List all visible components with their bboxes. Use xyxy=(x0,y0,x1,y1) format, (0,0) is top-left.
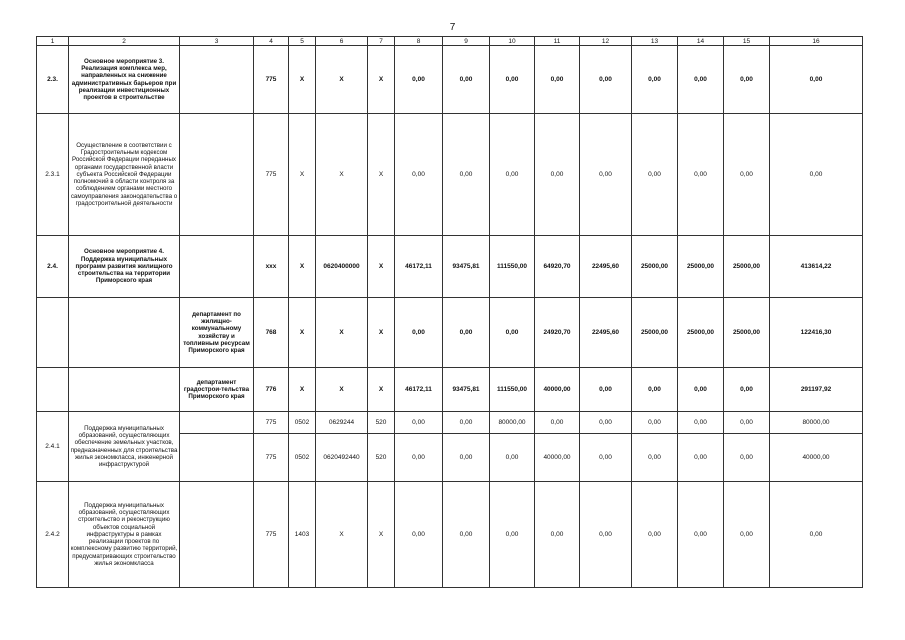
cell-col-8: 46172,11 xyxy=(395,368,443,412)
cell-col-9: 93475,81 xyxy=(443,236,490,298)
cell-col-11: 0,00 xyxy=(535,46,580,114)
cell-col-15: 0,00 xyxy=(724,412,770,434)
cell-col-7: Х xyxy=(368,482,395,588)
cell-col-12: 0,00 xyxy=(580,412,632,434)
cell-col-3 xyxy=(180,412,254,434)
cell-col-10: 0,00 xyxy=(490,46,535,114)
cell-col-15: 0,00 xyxy=(724,368,770,412)
cell-col-14: 25000,00 xyxy=(678,298,724,368)
cell-col-6: 0620492440 xyxy=(316,434,368,482)
cell-col-5: 1403 xyxy=(289,482,316,588)
cell-col-11: 40000,00 xyxy=(535,368,580,412)
cell-col-8: 0,00 xyxy=(395,46,443,114)
row-2-4-dept-768 xyxy=(37,298,863,368)
cell-col-6: 0629244 xyxy=(316,412,368,434)
cell-col-7: Х xyxy=(368,46,395,114)
cell-col-3 xyxy=(180,482,254,588)
cell-col-9: 0,00 xyxy=(443,298,490,368)
cell-col-15: 25000,00 xyxy=(724,236,770,298)
cell-col-15: 0,00 xyxy=(724,114,770,236)
cell-col-9: 0,00 xyxy=(443,482,490,588)
cell-col-7: Х xyxy=(368,236,395,298)
cell-col-14: 0,00 xyxy=(678,412,724,434)
cell-col-9: 0,00 xyxy=(443,114,490,236)
cell-col-11: 64920,70 xyxy=(535,236,580,298)
cell-col-4: 775 xyxy=(254,412,289,434)
cell-col-1: 2.4.1 xyxy=(37,412,69,482)
cell-col-16: 0,00 xyxy=(770,46,863,114)
cell-col-1: 2.4.2 xyxy=(37,482,69,588)
cell-col-4: 775 xyxy=(254,46,289,114)
cell-col-9: 0,00 xyxy=(443,46,490,114)
cell-col-7: 520 xyxy=(368,434,395,482)
cell-col-7: Х xyxy=(368,298,395,368)
cell-col-5: Х xyxy=(289,236,316,298)
column-header-11: 11 xyxy=(535,37,580,46)
cell-col-15: 0,00 xyxy=(724,46,770,114)
cell-col-13: 0,00 xyxy=(632,114,678,236)
cell-col-3 xyxy=(180,434,254,482)
column-header-6: 6 xyxy=(316,37,368,46)
column-header-4: 4 xyxy=(254,37,289,46)
cell-col-9: 0,00 xyxy=(443,412,490,434)
cell-col-1: 2.3. xyxy=(37,46,69,114)
column-header-3: 3 xyxy=(180,37,254,46)
column-header-15: 15 xyxy=(724,37,770,46)
cell-col-14: 25000,00 xyxy=(678,236,724,298)
cell-col-1 xyxy=(37,368,69,412)
cell-col-10: 0,00 xyxy=(490,434,535,482)
cell-col-12: 0,00 xyxy=(580,46,632,114)
column-header-9: 9 xyxy=(443,37,490,46)
cell-col-2 xyxy=(69,298,180,368)
cell-col-16: 291197,92 xyxy=(770,368,863,412)
column-header-14: 14 xyxy=(678,37,724,46)
column-header-10: 10 xyxy=(490,37,535,46)
cell-col-15: 0,00 xyxy=(724,482,770,588)
cell-col-14: 0,00 xyxy=(678,46,724,114)
cell-col-12: 0,00 xyxy=(580,482,632,588)
cell-col-15: 0,00 xyxy=(724,434,770,482)
cell-col-13: 0,00 xyxy=(632,46,678,114)
cell-col-11: 24920,70 xyxy=(535,298,580,368)
column-header-12: 12 xyxy=(580,37,632,46)
cell-col-7: Х xyxy=(368,114,395,236)
cell-col-14: 0,00 xyxy=(678,368,724,412)
cell-col-13: 0,00 xyxy=(632,434,678,482)
cell-col-1: 2.3.1 xyxy=(37,114,69,236)
cell-col-5: Х xyxy=(289,368,316,412)
cell-col-10: 0,00 xyxy=(490,298,535,368)
column-header-13: 13 xyxy=(632,37,678,46)
cell-col-8: 46172,11 xyxy=(395,236,443,298)
cell-col-15: 25000,00 xyxy=(724,298,770,368)
column-header-16: 16 xyxy=(770,37,863,46)
cell-col-6: Х xyxy=(316,46,368,114)
row-2-4-dept-776 xyxy=(37,368,863,412)
row-2-4-2 xyxy=(37,482,863,588)
cell-col-5: 0502 xyxy=(289,412,316,434)
cell-col-8: 0,00 xyxy=(395,412,443,434)
cell-col-1: 2.4. xyxy=(37,236,69,298)
cell-col-10: 80000,00 xyxy=(490,412,535,434)
cell-col-16: 40000,00 xyxy=(770,434,863,482)
cell-col-12: 0,00 xyxy=(580,368,632,412)
cell-col-5: Х xyxy=(289,114,316,236)
cell-col-10: 0,00 xyxy=(490,482,535,588)
column-header-1: 1 xyxy=(37,37,69,46)
cell-col-7: 520 xyxy=(368,412,395,434)
cell-col-6: Х xyxy=(316,368,368,412)
cell-col-10: 0,00 xyxy=(490,114,535,236)
cell-col-2: Поддержка муниципальных образований, осуществляющих обеспечение земельных участков, предназначенных для строительства жилья экономкласса, инженерной инфраструктурой xyxy=(69,412,180,482)
cell-col-8: 0,00 xyxy=(395,298,443,368)
cell-col-13: 25000,00 xyxy=(632,298,678,368)
cell-col-3: департамент градострои-тельства Приморского края xyxy=(180,368,254,412)
cell-col-12: 0,00 xyxy=(580,434,632,482)
cell-col-5: 0502 xyxy=(289,434,316,482)
cell-col-3 xyxy=(180,46,254,114)
cell-col-13: 25000,00 xyxy=(632,236,678,298)
cell-col-6: Х xyxy=(316,298,368,368)
cell-col-4: 775 xyxy=(254,434,289,482)
column-header-7: 7 xyxy=(368,37,395,46)
cell-col-14: 0,00 xyxy=(678,114,724,236)
cell-col-13: 0,00 xyxy=(632,368,678,412)
cell-col-14: 0,00 xyxy=(678,482,724,588)
row-2-3-1 xyxy=(37,114,863,236)
cell-col-4: 768 xyxy=(254,298,289,368)
cell-col-4: 775 xyxy=(254,114,289,236)
cell-col-4: ххх xyxy=(254,236,289,298)
cell-col-16: 80000,00 xyxy=(770,412,863,434)
row-2-4-1-a xyxy=(37,412,863,434)
cell-col-11: 0,00 xyxy=(535,114,580,236)
column-header-8: 8 xyxy=(395,37,443,46)
cell-col-2: Осуществление в соответствии с Градостроительным кодексом Российской Федерации переданных органами государственной власти субъекта Российской Федерации полномочий в области контроля за соблюдением органами местного самоуправления законодательства о градостроительной деятельности xyxy=(69,114,180,236)
cell-col-6: Х xyxy=(316,114,368,236)
page-number: 7 xyxy=(449,22,456,33)
column-header-2: 2 xyxy=(69,37,180,46)
cell-col-5: Х xyxy=(289,298,316,368)
cell-col-8: 0,00 xyxy=(395,482,443,588)
cell-col-16: 122416,30 xyxy=(770,298,863,368)
cell-col-5: Х xyxy=(289,46,316,114)
cell-col-11: 40000,00 xyxy=(535,434,580,482)
cell-col-2: Основное мероприятие 3. Реализация комплекса мер, направленных на снижение административных барьеров при реализации инвестиционных проектов в строительстве xyxy=(69,46,180,114)
cell-col-8: 0,00 xyxy=(395,434,443,482)
cell-col-12: 22495,60 xyxy=(580,298,632,368)
cell-col-13: 0,00 xyxy=(632,482,678,588)
cell-col-13: 0,00 xyxy=(632,412,678,434)
row-2-3 xyxy=(37,46,863,114)
cell-col-6: 0620400000 xyxy=(316,236,368,298)
cell-col-4: 776 xyxy=(254,368,289,412)
cell-col-16: 0,00 xyxy=(770,114,863,236)
cell-col-12: 0,00 xyxy=(580,114,632,236)
cell-col-9: 93475,81 xyxy=(443,368,490,412)
cell-col-7: Х xyxy=(368,368,395,412)
cell-col-11: 0,00 xyxy=(535,482,580,588)
cell-col-2 xyxy=(69,368,180,412)
cell-col-2: Поддержка муниципальных образований, осуществляющих строительство и реконструкцию объектов социальной инфраструктуры в рамках реализации проектов по комплексному развитию территорий, предусматривающих строительство жилья экономкласса xyxy=(69,482,180,588)
cell-col-3 xyxy=(180,236,254,298)
cell-col-12: 22495,60 xyxy=(580,236,632,298)
cell-col-4: 775 xyxy=(254,482,289,588)
cell-col-2: Основное мероприятие 4. Поддержка муниципальных программ развития жилищного строительства на территории Приморского края xyxy=(69,236,180,298)
cell-col-11: 0,00 xyxy=(535,412,580,434)
cell-col-3 xyxy=(180,114,254,236)
program-table xyxy=(36,36,863,588)
column-header-5: 5 xyxy=(289,37,316,46)
cell-col-16: 0,00 xyxy=(770,482,863,588)
cell-col-10: 111550,00 xyxy=(490,368,535,412)
cell-col-14: 0,00 xyxy=(678,434,724,482)
row-2-4 xyxy=(37,236,863,298)
cell-col-3: департамент по жилищно-коммунальному хозяйству и топливным ресурсам Приморского края xyxy=(180,298,254,368)
cell-col-8: 0,00 xyxy=(395,114,443,236)
cell-col-16: 413614,22 xyxy=(770,236,863,298)
cell-col-6: Х xyxy=(316,482,368,588)
header-row xyxy=(37,37,863,46)
cell-col-10: 111550,00 xyxy=(490,236,535,298)
cell-col-1 xyxy=(37,298,69,368)
cell-col-9: 0,00 xyxy=(443,434,490,482)
